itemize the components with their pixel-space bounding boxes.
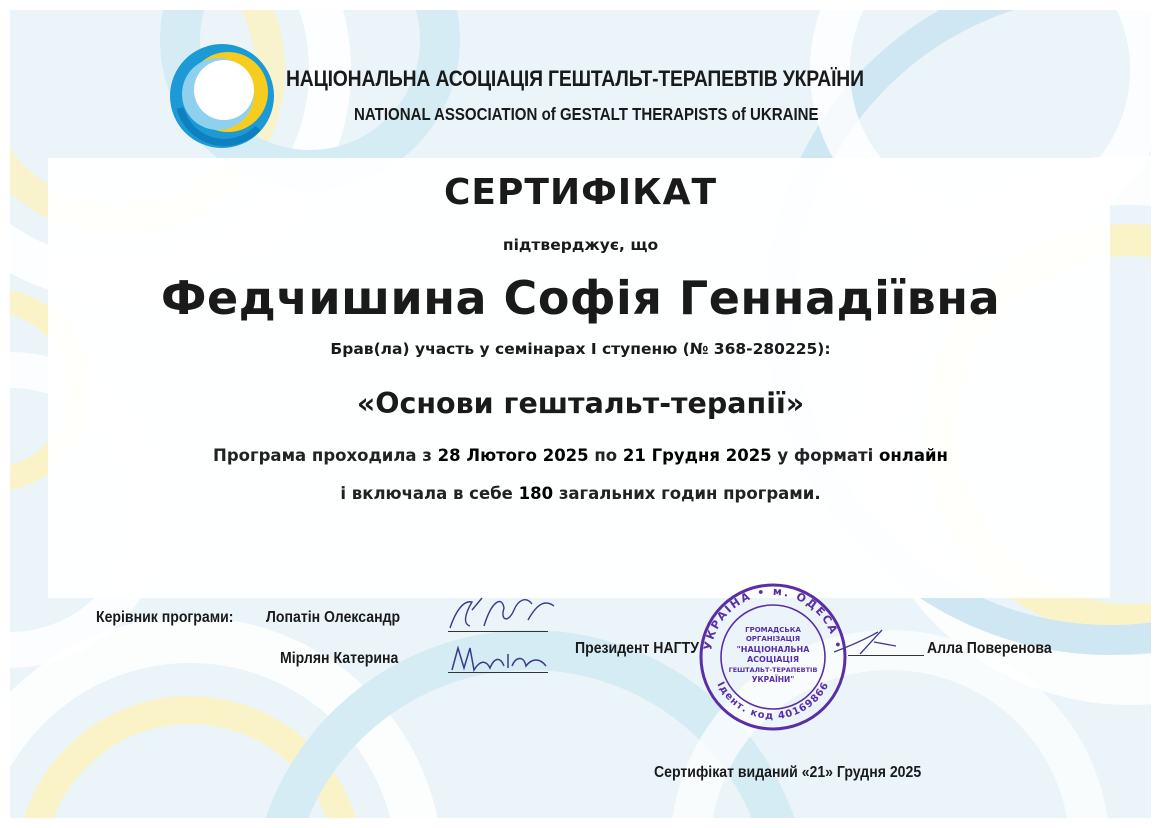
end-date: 21 Грудня 2025 (622, 446, 772, 465)
participation-text: Брав(ла) участь у семінарах І ступеню (№ 368-280225): (330, 340, 831, 358)
official-stamp-icon (698, 582, 848, 732)
program-head-2: Мірлян Катерина (280, 650, 399, 667)
hours-suffix: загальних годин програми. (553, 484, 821, 503)
stamp-line-5: ГЕШТАЛЬТ-ТЕРАПЕВТІВ (728, 666, 818, 674)
certificate-title: СЕРТИФІКАТ (443, 172, 718, 213)
signature-1-icon (442, 590, 562, 636)
stamp-line-1: ГРОМАДСЬКА (745, 626, 801, 634)
president-name: Алла Поверенова (927, 640, 1052, 657)
content-panel (48, 158, 1110, 598)
stamp-line-3: "НАЦІОНАЛЬНА (736, 645, 810, 654)
issued-date: Сертифікат виданий «21» Грудня 2025 (654, 764, 922, 781)
hours-prefix: і включала в себе (340, 484, 519, 503)
certificate (10, 10, 1151, 818)
association-logo-icon (162, 36, 282, 156)
president-label: Президент НАГТУ (575, 640, 699, 657)
program-hours: 180 (518, 484, 554, 503)
start-date: 28 Лютого 2025 (437, 446, 589, 465)
stamp-outer-text: УКРАЇНА • м. ОДЕСА • (701, 584, 845, 652)
program-head-label: Керівник програми: (96, 609, 234, 626)
stamp-line-4: АСОЦІАЦІЯ (746, 655, 800, 664)
stamp-line-2: ОРГАНІЗАЦІЯ (745, 635, 801, 643)
signature-1-line (448, 631, 548, 632)
program-head-1: Лопатін Олександр (266, 609, 401, 626)
signature-2-icon (446, 640, 556, 680)
stamp-bottom-text: Ідент. код 40169866 (714, 680, 832, 723)
program-prefix: Програма проходила з (213, 446, 438, 465)
program-dates-line (10, 446, 1151, 465)
stamp-line-6: УКРАЇНИ" (751, 675, 795, 684)
organization-name-ua: НАЦІОНАЛЬНА АСОЦІАЦІЯ ГЕШТАЛЬТ-ТЕРАПЕВТІВ УКРАЇНИ (286, 66, 864, 91)
organization-name-en: NATIONAL ASSOCIATION of GESTALT THERAPISTS of UKRAINE (354, 104, 819, 124)
recipient-name: Федчишина Софія Геннадіївна (160, 271, 1001, 325)
format-prefix: у форматі (771, 446, 880, 465)
signature-2-line (448, 672, 548, 673)
course-title: «Основи гештальт-терапії» (356, 387, 805, 420)
program-middle: по (588, 446, 623, 465)
confirms-text: підтверджує, що (502, 236, 659, 254)
program-hours-line (10, 484, 1151, 503)
program-format: онлайн (879, 446, 948, 465)
